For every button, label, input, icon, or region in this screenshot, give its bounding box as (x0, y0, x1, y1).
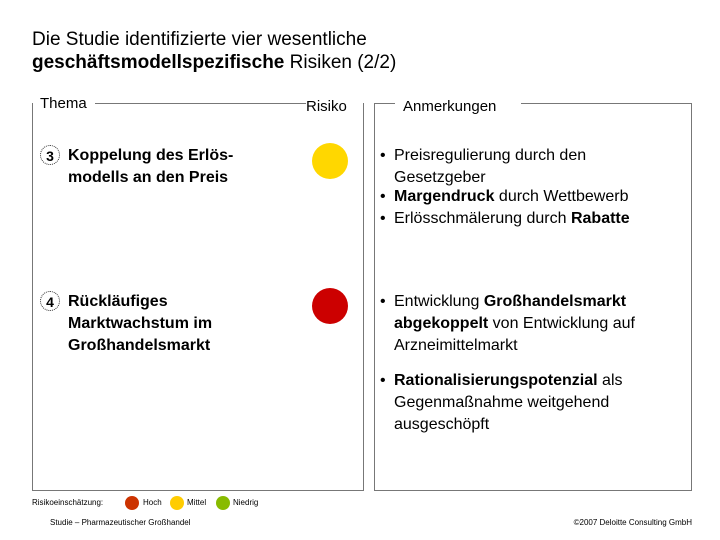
note-item: • Margendruck durch Wettbewerb (380, 188, 629, 205)
title-line-1: Die Studie identifizierte vier wesentliche (32, 29, 367, 50)
row-topic (68, 291, 288, 357)
row-topic-line: Marktwachstum im (68, 315, 213, 332)
legend-dot-low (216, 496, 230, 510)
title-bold-part: geschäftsmodellspezifische (32, 52, 285, 73)
risk-indicator-high (312, 288, 348, 324)
footer-right: ©2007 Deloitte Consulting GmbH (573, 518, 692, 527)
row-topic-line: Koppelung des Erlös- (68, 147, 234, 164)
row-topic (68, 145, 288, 189)
row-topic-line: modells an den Preis (68, 169, 229, 186)
note-item: • Erlösschmälerung durch Rabatte (380, 210, 630, 227)
row-number-badge: 3 (40, 145, 60, 165)
risk-indicator-medium (312, 143, 348, 179)
header-anmerkungen: Anmerkungen (403, 98, 497, 115)
footer-left: Studie – Pharmazeutischer Großhandel (50, 518, 191, 527)
legend-label: Risikoeinschätzung: (32, 498, 104, 507)
legend-item-label: Hoch (143, 498, 162, 507)
header-thema: Thema (40, 95, 87, 112)
note-item: • Rationalisierungspotenzial als Gegenmaßnahme weitgehend ausgeschöpft (380, 372, 623, 433)
legend-dot-high (125, 496, 139, 510)
legend-item-label: Mittel (187, 498, 207, 507)
row-number-badge: 4 (40, 291, 60, 311)
page-title (32, 28, 692, 74)
title-rest-part: Risiken (2/2) (284, 52, 397, 73)
legend-dot-medium (170, 496, 184, 510)
row-topic-line: Rückläufiges (68, 293, 168, 310)
legend-item-label: Niedrig (233, 498, 259, 507)
note-item: • Preisregulierung durch den Gesetzgeber (380, 147, 587, 186)
title-line-2 (32, 51, 692, 74)
header-risiko: Risiko (306, 98, 347, 115)
row-topic-line: Großhandelsmarkt (68, 337, 211, 354)
note-item: • Entwicklung Großhandelsmarkt abgekoppelt von Entwicklung auf Arzneimittelmarkt (380, 293, 635, 354)
